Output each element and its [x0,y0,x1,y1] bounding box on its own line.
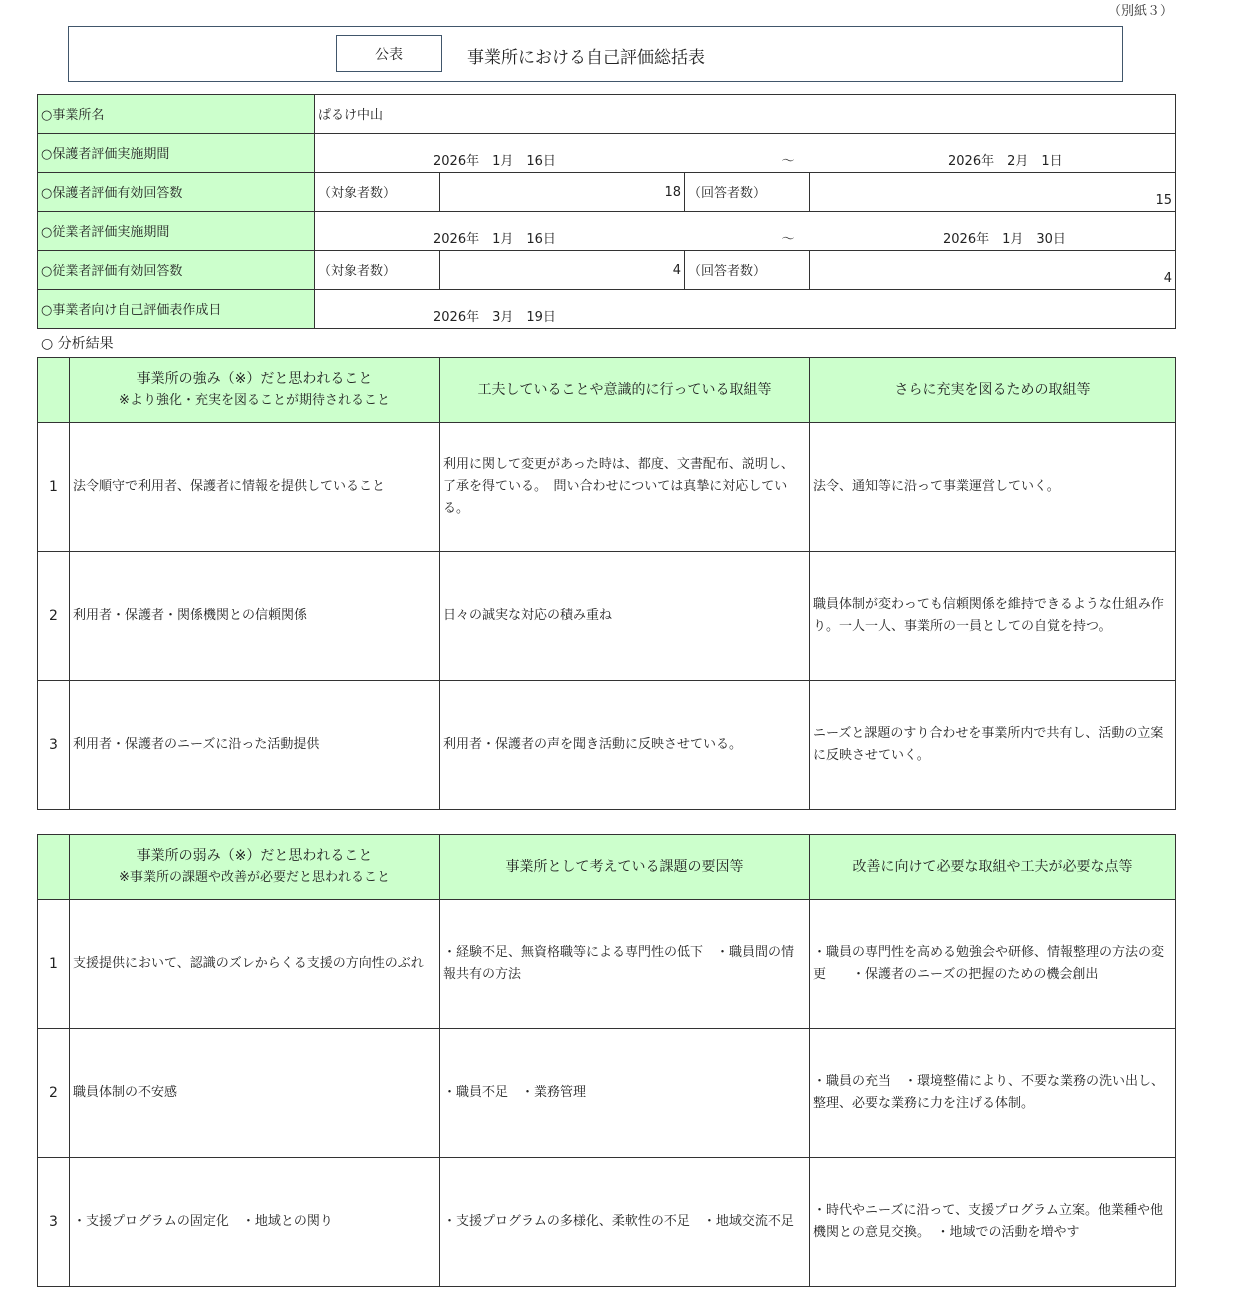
weaknesses-header-col1-note: ※事業所の課題や改善が必要だと思われること [119,870,390,885]
strength-enhancement: 職員体制が変わっても信頼関係を維持できるような仕組み作り。一人一人、事業所の一員としての自覚を持つ。 [810,552,1176,681]
staff-respondent-value: 4 [810,251,1176,290]
strength-item: 法令順守で利用者、保護者に情報を提供していること [70,423,440,552]
strengths-header-col3: さらに充実を図るための取組等 [810,358,1176,423]
row-index: 3 [38,681,70,810]
guardian-period-row [38,134,1176,173]
weakness-item: 支援提供において、認識のズレからくる支援の方向性のぶれ [70,900,440,1029]
staff-period-separator: ～ [781,232,795,247]
weakness-item: 職員体制の不安感 [70,1029,440,1158]
created-date-label: ○事業者向け自己評価表作成日 [38,290,315,329]
weaknesses-header-row [38,835,1176,900]
page-title: 事業所における自己評価総括表 [467,48,705,68]
row-index: 2 [38,1029,70,1158]
office-name-row [38,95,1176,134]
weakness-cause: ・支援プログラムの多様化、柔軟性の不足 ・地域交流不足 [440,1158,810,1287]
guardian-responses-row [38,173,1176,212]
created-date-row [38,290,1176,329]
guardian-period-separator: ～ [781,154,795,169]
info-table [37,94,1176,329]
created-date-value: 2026年 3月 19日 [433,310,556,325]
staff-target-label: （対象者数） [315,251,440,290]
row-index: 3 [38,1158,70,1287]
strength-enhancement: 法令、通知等に沿って事業運営していく。 [810,423,1176,552]
table-row [38,552,1176,681]
guardian-respondent-value: 15 [810,173,1176,212]
table-row [38,681,1176,810]
staff-period-label: ○従業者評価実施期間 [38,212,315,251]
analysis-section-label: ○ 分析結果 [41,336,114,352]
weaknesses-header-col1-title: 事業所の弱み（※）だと思われること [136,848,373,864]
strength-effort: 利用に関して変更があった時は、都度、文書配布、説明し、了承を得ている。 問い合わせについては真摯に対応している。 [440,423,810,552]
staff-responses-label: ○従業者評価有効回答数 [38,251,315,290]
strength-item: 利用者・保護者・関係機関との信頼関係 [70,552,440,681]
guardian-period-end: 2026年 2月 1日 [948,154,1063,169]
guardian-period-label: ○保護者評価実施期間 [38,134,315,173]
guardian-respondent-label: （回答者数） [685,173,810,212]
guardian-target-label: （対象者数） [315,173,440,212]
office-name-label: ○事業所名 [38,95,315,134]
annex-label: （別紙３） [1108,4,1174,19]
weakness-cause: ・経験不足、無資格職等による専門性の低下 ・職員間の情報共有の方法 [440,900,810,1029]
guardian-period-start: 2026年 1月 16日 [433,154,556,169]
strengths-header-col2: 工夫していることや意識的に行っている取組等 [440,358,810,423]
weaknesses-header-col2: 事業所として考えている課題の要因等 [440,835,810,900]
table-row [38,423,1176,552]
strength-effort: 利用者・保護者の声を聞き活動に反映させている。 [440,681,810,810]
strengths-header-col1 [70,358,440,423]
staff-period-end: 2026年 1月 30日 [943,232,1066,247]
row-index: 1 [38,423,70,552]
table-row [38,1158,1176,1287]
strength-item: 利用者・保護者のニーズに沿った活動提供 [70,681,440,810]
staff-period-start: 2026年 1月 16日 [433,232,556,247]
table-row [38,1029,1176,1158]
guardian-responses-label: ○保護者評価有効回答数 [38,173,315,212]
strength-effort: 日々の誠実な対応の積み重ね [440,552,810,681]
weakness-improvement: ・時代やニーズに沿って、支援プログラム立案。他業種や他機関との意見交換。 ・地域での活動を増やす [810,1158,1176,1287]
strengths-header-col1-note: ※より強化・充実を図ることが期待されること [119,393,390,408]
staff-period-row [38,212,1176,251]
table-row [38,900,1176,1029]
staff-target-value: 4 [440,251,685,290]
weakness-item: ・支援プログラムの固定化 ・地域との関り [70,1158,440,1287]
row-index: 1 [38,900,70,1029]
weaknesses-header-col1 [70,835,440,900]
publish-badge: 公表 [336,35,442,72]
strengths-table [37,357,1176,810]
strength-enhancement: ニーズと課題のすり合わせを事業所内で共有し、活動の立案に反映させていく。 [810,681,1176,810]
guardian-target-value: 18 [440,173,685,212]
weakness-improvement: ・職員の専門性を高める勉強会や研修、情報整理の方法の変更 ・保護者のニーズの把握のための機会創出 [810,900,1176,1029]
strengths-header-row [38,358,1176,423]
staff-respondent-label: （回答者数） [685,251,810,290]
office-name-value: ぱるけ中山 [315,95,1176,134]
weaknesses-header-col3: 改善に向けて必要な取組や工夫が必要な点等 [810,835,1176,900]
strengths-header-col1-title: 事業所の強み（※）だと思われること [136,371,373,387]
staff-responses-row [38,251,1176,290]
weakness-cause: ・職員不足 ・業務管理 [440,1029,810,1158]
weakness-improvement: ・職員の充当 ・環境整備により、不要な業務の洗い出し、整理、必要な業務に力を注げる体制。 [810,1029,1176,1158]
row-index: 2 [38,552,70,681]
weaknesses-table [37,834,1176,1287]
